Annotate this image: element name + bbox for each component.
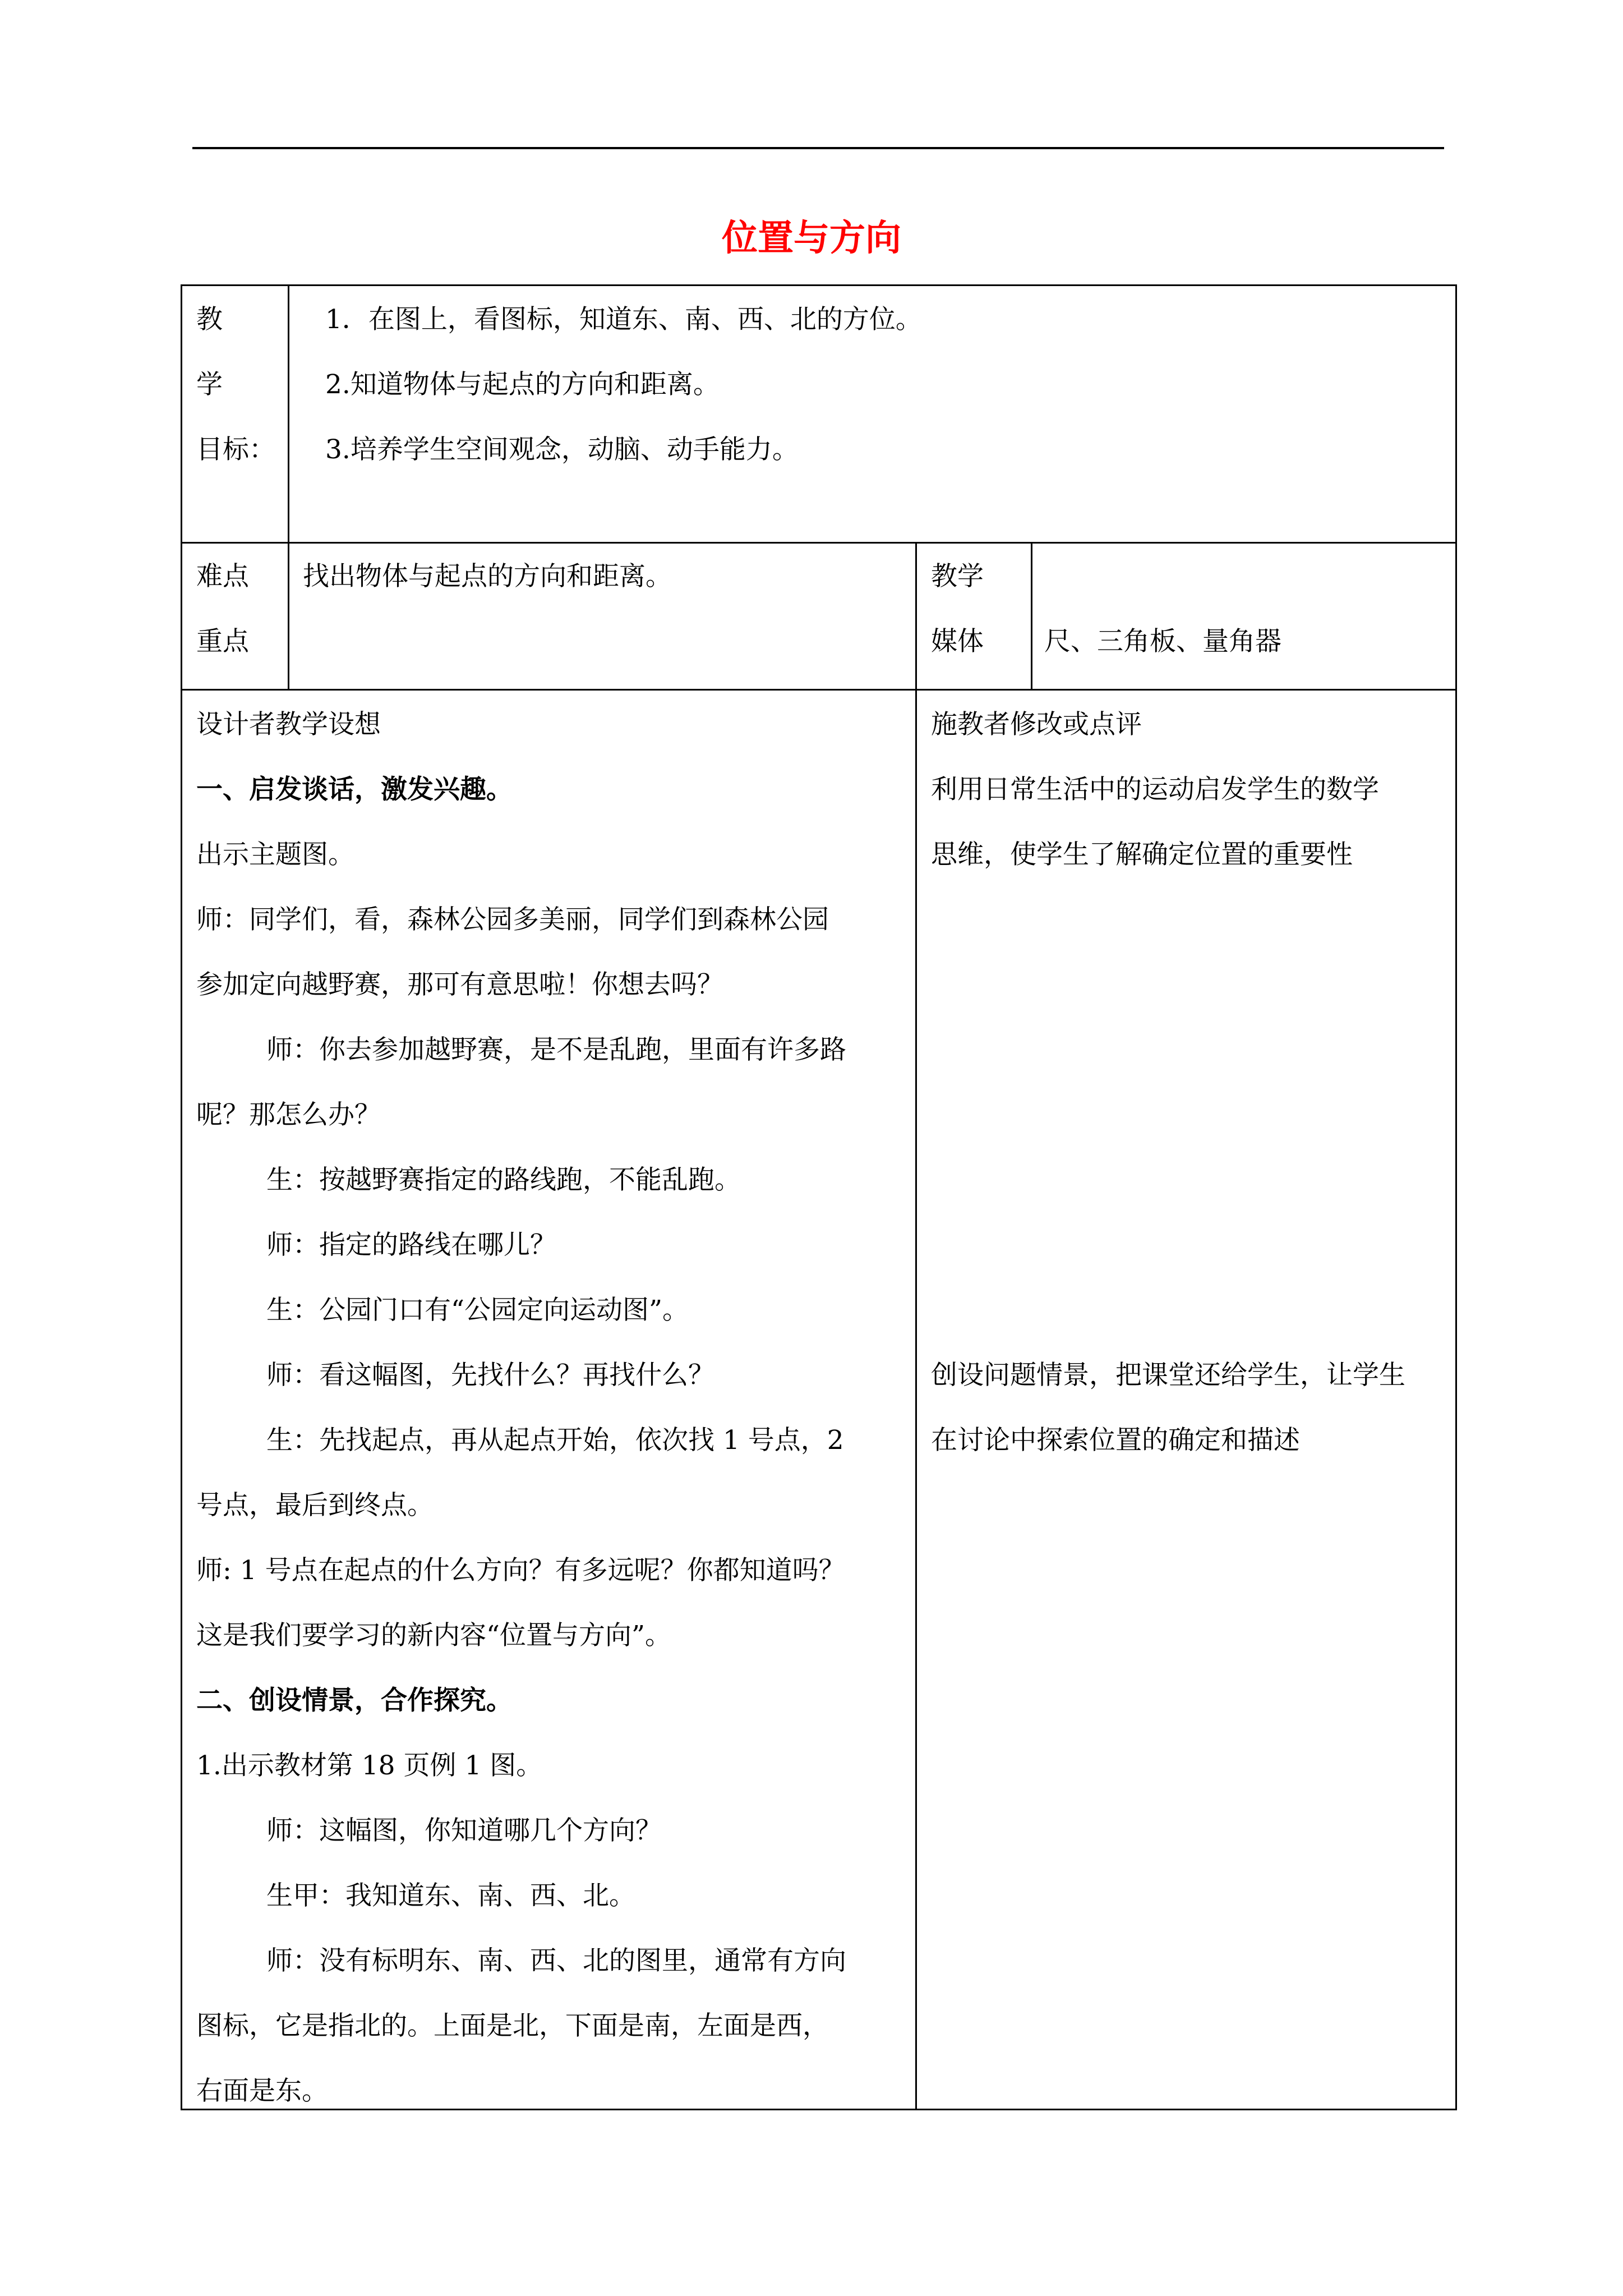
media-label-line: 媒体 — [931, 626, 984, 657]
design-line: 二、创设情景，合作探究。 — [196, 1685, 513, 1716]
design-line: 出示主题图。 — [196, 839, 354, 870]
row-divider-objectives — [181, 542, 1457, 544]
design-line: 师: 1 号点在起点的什么方向？有多远呢？你都知道吗？ — [196, 1555, 845, 1586]
objective-item: 1．在图上，看图标，知道东、南、西、北的方位。 — [325, 304, 922, 335]
design-line: 1.出示教材第 18 页例 1 图。 — [196, 1750, 543, 1781]
row-divider-keypoints — [181, 689, 1457, 691]
design-line: 师：同学们，看，森林公园多美丽，同学们到森林公园 — [196, 904, 829, 935]
objectives-label-line: 教 — [196, 304, 223, 335]
objective-item: 3.培养学生空间观念，动脑、动手能力。 — [325, 434, 799, 465]
comments-header: 施教者修改或点评 — [931, 709, 1142, 740]
objective-item: 2.知道物体与起点的方向和距离。 — [325, 369, 720, 400]
design-line: 参加定向越野赛，那可有意思啦！你想去吗？ — [196, 969, 723, 1000]
keypoints-content: 找出物体与起点的方向和距离。 — [303, 561, 672, 592]
design-line: 师：指定的路线在哪儿？ — [266, 1230, 556, 1260]
design-line: 师：这幅图，你知道哪几个方向？ — [266, 1815, 662, 1846]
design-line: 生：按越野赛指定的路线跑，不能乱跑。 — [266, 1165, 741, 1195]
design-line: 师：你去参加越野赛，是不是乱跑，里面有许多路 — [266, 1034, 846, 1065]
col-divider-objectives-label — [288, 284, 289, 543]
design-header: 设计者教学设想 — [196, 709, 381, 740]
design-line: 师：看这幅图，先找什么？再找什么？ — [266, 1360, 714, 1391]
comment-line: 思维，使学生了解确定位置的重要性 — [931, 839, 1353, 870]
design-line: 图标，它是指北的。上面是北，下面是南，左面是西， — [196, 2010, 829, 2041]
col-divider-main — [915, 542, 917, 2110]
col-divider-media-label — [1031, 542, 1032, 690]
media-label-line: 教学 — [931, 561, 984, 592]
design-line: 这是我们要学习的新内容“位置与方向”。 — [196, 1620, 672, 1651]
header-rule — [192, 147, 1444, 149]
design-line: 呢？那怎么办？ — [196, 1099, 381, 1130]
col-divider-keypoints-label — [288, 542, 289, 690]
design-line: 右面是东。 — [196, 2076, 328, 2106]
keypoints-label-line: 难点 — [196, 561, 249, 592]
objectives-label-line: 学 — [196, 369, 223, 400]
media-content: 尺、三角板、量角器 — [1044, 626, 1281, 657]
design-line: 师：没有标明东、南、西、北的图里，通常有方向 — [266, 1945, 846, 1976]
page-title: 位置与方向 — [722, 217, 901, 259]
design-line: 生：先找起点，再从起点开始，依次找 1 号点，2 — [266, 1425, 844, 1456]
keypoints-label-line: 重点 — [196, 626, 249, 657]
design-line: 生甲：我知道东、南、西、北。 — [266, 1880, 635, 1911]
objectives-label-line: 目标： — [196, 434, 275, 465]
design-line: 号点，最后到终点。 — [196, 1490, 434, 1521]
comment-line: 创设问题情景，把课堂还给学生，让学生 — [931, 1360, 1405, 1391]
design-line: 生：公园门口有“公园定向运动图”。 — [266, 1295, 689, 1326]
design-line: 一、启发谈话，激发兴趣。 — [196, 774, 513, 805]
comment-line: 利用日常生活中的运动启发学生的数学 — [931, 774, 1379, 805]
comment-line: 在讨论中探索位置的确定和描述 — [931, 1425, 1300, 1456]
